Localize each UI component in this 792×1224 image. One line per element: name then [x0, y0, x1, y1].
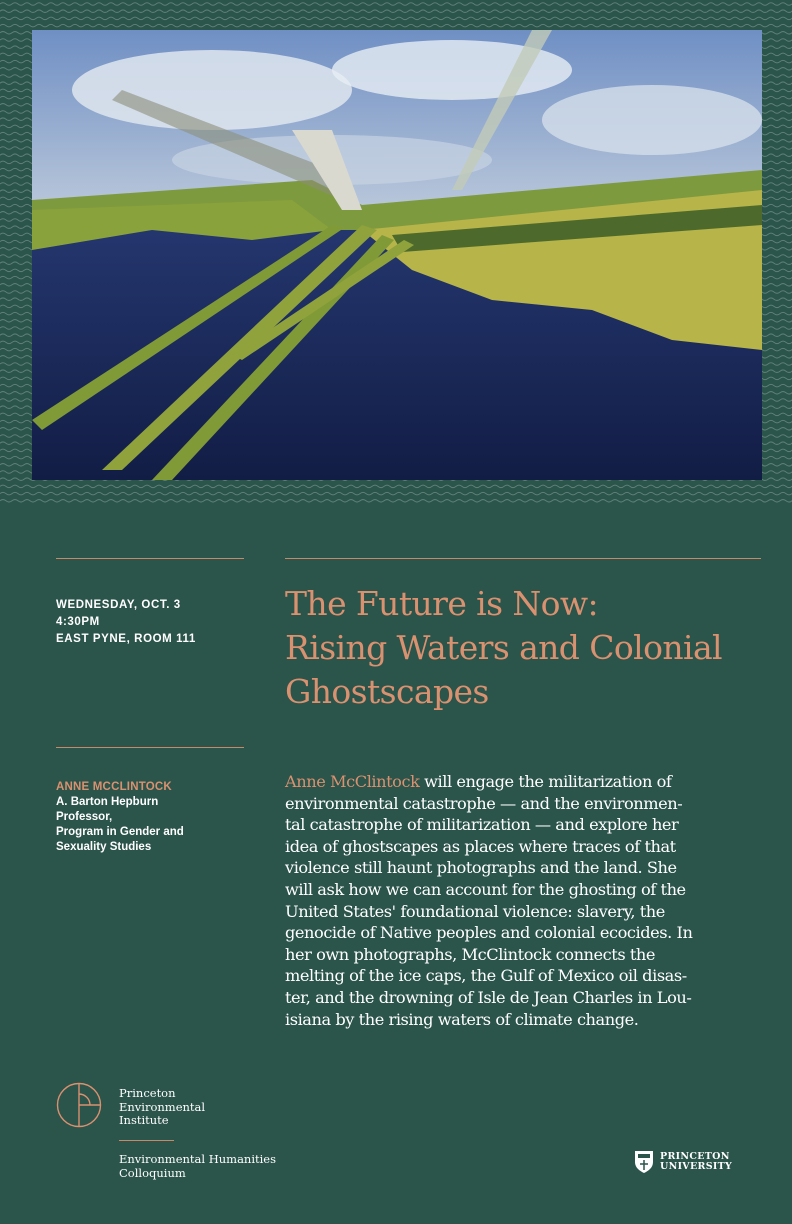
colloquium-line: Environmental Humanities — [119, 1152, 277, 1166]
circle-e-logo-icon — [56, 1082, 102, 1128]
title-line: Rising Waters and Colonial — [285, 628, 722, 667]
shield-icon — [634, 1150, 654, 1174]
event-details — [56, 597, 256, 648]
title-line: Ghostscapes — [285, 672, 489, 711]
speaker-info — [56, 780, 256, 855]
wave-line — [0, 492, 792, 495]
wave-line — [0, 10, 792, 13]
description-line: melting of the ice caps, the Gulf of Mexico oil disas- — [285, 966, 687, 986]
description-line: will engage the militarization of — [419, 772, 672, 791]
princeton-university-logo — [634, 1150, 732, 1174]
event-time: 4:30PM — [56, 616, 100, 628]
pei-line: Institute — [119, 1113, 169, 1127]
speaker-role-line: Sexuality Studies — [56, 841, 152, 853]
wave-line — [0, 3, 792, 6]
title-line: The Future is Now: — [285, 584, 599, 623]
description-line: her own photographs, McClintock connects the — [285, 944, 656, 964]
description-line: will ask how we can account for the ghosting of the — [285, 879, 686, 899]
colloquium-name — [119, 1152, 276, 1180]
speaker-name: ANNE MCCLINTOCK — [56, 781, 172, 793]
wave-line — [0, 500, 792, 503]
description-line: ter, and the drowning of Isle de Jean Charles in Lou- — [285, 987, 692, 1007]
divider-left-middle — [56, 747, 244, 748]
event-location: EAST PYNE, ROOM 111 — [56, 633, 196, 645]
description-line: environmental catastrophe — and the environmen- — [285, 793, 683, 813]
university-line: UNIVERSITY — [660, 1161, 733, 1172]
speaker-role-line: Program in Gender and — [56, 826, 184, 838]
description-line: idea of ghostscapes as places where traces of that — [285, 836, 676, 856]
pei-line: Princeton — [119, 1086, 176, 1100]
divider-right-top — [285, 558, 761, 559]
event-title — [285, 582, 765, 714]
description-line: tal catastrophe of militarization — and explore her — [285, 815, 679, 835]
event-date: WEDNESDAY, OCT. 3 — [56, 599, 181, 611]
divider-left-top — [56, 558, 244, 559]
description-line: violence still haunt photographs and the land. She — [285, 858, 677, 878]
description-line: United States' foundational violence: slavery, the — [285, 901, 665, 921]
wave-line — [0, 17, 792, 20]
university-line: PRINCETON — [660, 1150, 730, 1162]
pei-name — [119, 1087, 205, 1128]
wave-line — [0, 485, 792, 488]
speaker-role-line: A. Barton Hepburn — [56, 796, 159, 808]
description-line: isiana by the rising waters of climate change. — [285, 1009, 639, 1029]
description-speaker-name: Anne McClintock — [285, 772, 420, 791]
speaker-role-line: Professor, — [56, 811, 113, 823]
event-description — [285, 771, 765, 1030]
pei-line: Environmental — [119, 1099, 206, 1114]
footer-divider — [119, 1140, 174, 1141]
wave-line — [0, 24, 792, 27]
aerial-photo — [32, 30, 762, 480]
description-line: genocide of Native peoples and colonial ecocides. In — [285, 923, 693, 943]
colloquium-line: Colloquium — [119, 1166, 186, 1180]
